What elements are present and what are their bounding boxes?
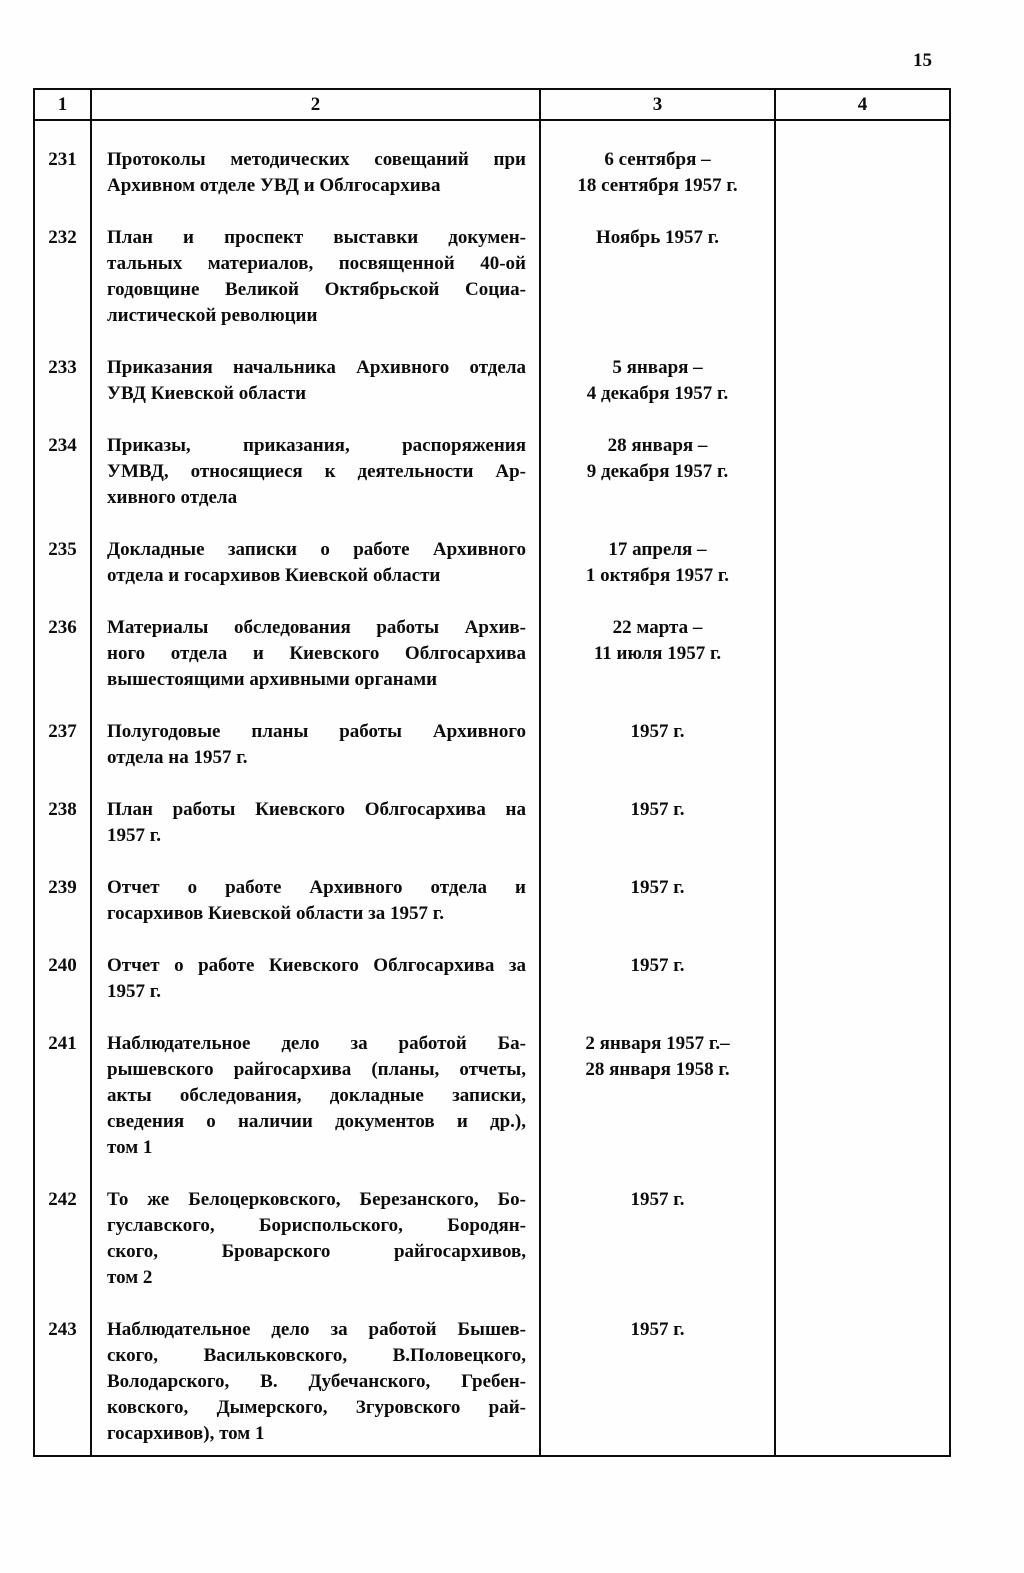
row-number: 235 <box>35 511 92 589</box>
description-line: акты обследования, докладные записки, <box>107 1085 526 1106</box>
table-row <box>35 589 949 693</box>
description-line: УМВД, относящиеся к деятельности Ар- <box>107 461 526 482</box>
archive-inventory-table <box>33 88 951 1457</box>
row-empty-column <box>776 589 949 693</box>
description-line: ского, Броварского райгосархивов, <box>107 1241 526 1262</box>
description-line: Материалы обследования работы Архив- <box>107 617 526 638</box>
description-line: Приказы, приказания, распоряжения <box>107 435 526 456</box>
table-header-row <box>35 90 949 121</box>
description-line: УВД Киевской области <box>107 383 307 404</box>
row-empty-column <box>776 771 949 849</box>
date-line: 28 января – <box>607 435 708 456</box>
row-dates <box>541 771 776 849</box>
description-line: отдела на 1957 г. <box>107 747 248 768</box>
row-empty-column <box>776 849 949 927</box>
table-row <box>35 1291 949 1455</box>
row-empty-column <box>776 1291 949 1455</box>
description-line: том 2 <box>107 1267 153 1288</box>
description-line: отдела и госархивов Киевской области <box>107 565 441 586</box>
date-line: 5 января – <box>612 357 703 378</box>
row-empty-column <box>776 329 949 407</box>
description-line: Володарского, В. Дубечанского, Гребен- <box>107 1371 526 1392</box>
row-description <box>92 407 541 511</box>
row-description <box>92 1291 541 1455</box>
column-header-1: 1 <box>35 90 92 119</box>
column-header-3: 3 <box>541 90 776 119</box>
table-row <box>35 927 949 1005</box>
table-row <box>35 849 949 927</box>
table-row <box>35 1005 949 1161</box>
date-line: 22 марта – <box>612 617 703 638</box>
description-line: вышестоящими архивными органами <box>107 669 438 690</box>
date-line: 1957 г. <box>630 1319 685 1340</box>
description-line: тальных материалов, посвященной 40-ой <box>107 253 526 274</box>
row-empty-column <box>776 927 949 1005</box>
description-line: хивного отдела <box>107 487 238 508</box>
row-number: 233 <box>35 329 92 407</box>
row-dates <box>541 1005 776 1161</box>
date-line: 11 июля 1957 г. <box>593 643 722 664</box>
date-line: 1957 г. <box>630 721 685 742</box>
column-header-2: 2 <box>92 90 541 119</box>
description-line: рышевского райгосархива (планы, отчеты, <box>107 1059 526 1080</box>
description-line: Отчет о работе Киевского Облгосархива за <box>107 955 526 976</box>
row-dates <box>541 199 776 329</box>
description-line: Архивном отделе УВД и Облгосархива <box>107 175 441 196</box>
description-line: План работы Киевского Облгосархива на <box>107 799 526 820</box>
row-dates <box>541 407 776 511</box>
description-line: Докладные записки о работе Архивного <box>107 539 526 560</box>
date-line: 9 декабря 1957 г. <box>586 461 729 482</box>
date-line: 1957 г. <box>630 1189 685 1210</box>
description-line: сведения о наличии документов и др.), <box>107 1111 526 1132</box>
row-description <box>92 849 541 927</box>
description-line: 1957 г. <box>107 825 161 846</box>
row-empty-column <box>776 511 949 589</box>
row-description <box>92 329 541 407</box>
row-description <box>92 121 541 199</box>
description-line: ского, Васильковского, В.Половецкого, <box>107 1345 526 1366</box>
table-row <box>35 1161 949 1291</box>
row-number: 237 <box>35 693 92 771</box>
description-line: Наблюдательное дело за работой Ба- <box>107 1033 526 1054</box>
row-number: 239 <box>35 849 92 927</box>
description-line: ковского, Дымерского, Згуровского рай- <box>107 1397 526 1418</box>
row-number: 240 <box>35 927 92 1005</box>
row-number: 231 <box>35 121 92 199</box>
date-line: Ноябрь 1957 г. <box>595 227 720 248</box>
table-row <box>35 511 949 589</box>
row-description <box>92 1161 541 1291</box>
row-dates <box>541 693 776 771</box>
row-dates <box>541 121 776 199</box>
date-line: 28 января 1958 г. <box>585 1059 730 1080</box>
row-number: 241 <box>35 1005 92 1161</box>
row-dates <box>541 927 776 1005</box>
date-line: 1957 г. <box>630 877 685 898</box>
description-line: 1957 г. <box>107 981 161 1002</box>
description-line: Отчет о работе Архивного отдела и <box>107 877 526 898</box>
table-row <box>35 329 949 407</box>
row-description <box>92 1005 541 1161</box>
row-description <box>92 927 541 1005</box>
row-number: 232 <box>35 199 92 329</box>
description-line: Протоколы методических совещаний при <box>107 149 526 170</box>
row-description <box>92 589 541 693</box>
row-description <box>92 511 541 589</box>
row-number: 238 <box>35 771 92 849</box>
description-line: То же Белоцерковского, Березанского, Бо- <box>107 1189 526 1210</box>
row-dates <box>541 849 776 927</box>
table-row <box>35 407 949 511</box>
description-line: госархивов Киевской области за 1957 г. <box>107 903 444 924</box>
description-line: Полугодовые планы работы Архивного <box>107 721 526 742</box>
page-number: 15 <box>913 50 932 71</box>
row-number: 234 <box>35 407 92 511</box>
row-empty-column <box>776 199 949 329</box>
row-dates <box>541 329 776 407</box>
row-dates <box>541 589 776 693</box>
row-dates <box>541 1161 776 1291</box>
description-line: годовщине Великой Октябрьской Социа- <box>107 279 526 300</box>
table-body <box>35 121 949 1455</box>
description-line: Приказания начальника Архивного отдела <box>107 357 526 378</box>
row-empty-column <box>776 407 949 511</box>
description-line: листической революции <box>107 305 318 326</box>
date-line: 18 сентября 1957 г. <box>577 175 738 196</box>
table-row <box>35 121 949 199</box>
description-line: том 1 <box>107 1137 153 1158</box>
description-line: гуславского, Бориспольского, Бородян- <box>107 1215 526 1236</box>
date-line: 4 декабря 1957 г. <box>586 383 729 404</box>
description-line: ного отдела и Киевского Облгосархива <box>107 643 526 664</box>
row-number: 236 <box>35 589 92 693</box>
date-line: 1 октября 1957 г. <box>585 565 730 586</box>
row-empty-column <box>776 121 949 199</box>
row-empty-column <box>776 693 949 771</box>
date-line: 17 апреля – <box>608 539 707 560</box>
table-row <box>35 199 949 329</box>
date-line: 1957 г. <box>630 799 685 820</box>
row-description <box>92 771 541 849</box>
row-empty-column <box>776 1161 949 1291</box>
row-empty-column <box>776 1005 949 1161</box>
row-description <box>92 199 541 329</box>
date-line: 6 сентября – <box>604 149 711 170</box>
row-description <box>92 693 541 771</box>
date-line: 1957 г. <box>630 955 685 976</box>
row-number: 243 <box>35 1291 92 1455</box>
date-line: 2 января 1957 г.– <box>585 1033 730 1054</box>
row-dates <box>541 1291 776 1455</box>
column-header-4: 4 <box>857 94 868 115</box>
row-number: 242 <box>35 1161 92 1291</box>
row-dates <box>541 511 776 589</box>
description-line: госархивов), том 1 <box>107 1423 265 1444</box>
description-line: Наблюдательное дело за работой Бышев- <box>107 1319 526 1340</box>
table-row <box>35 771 949 849</box>
description-line: План и проспект выставки докумен- <box>107 227 526 248</box>
table-row <box>35 693 949 771</box>
